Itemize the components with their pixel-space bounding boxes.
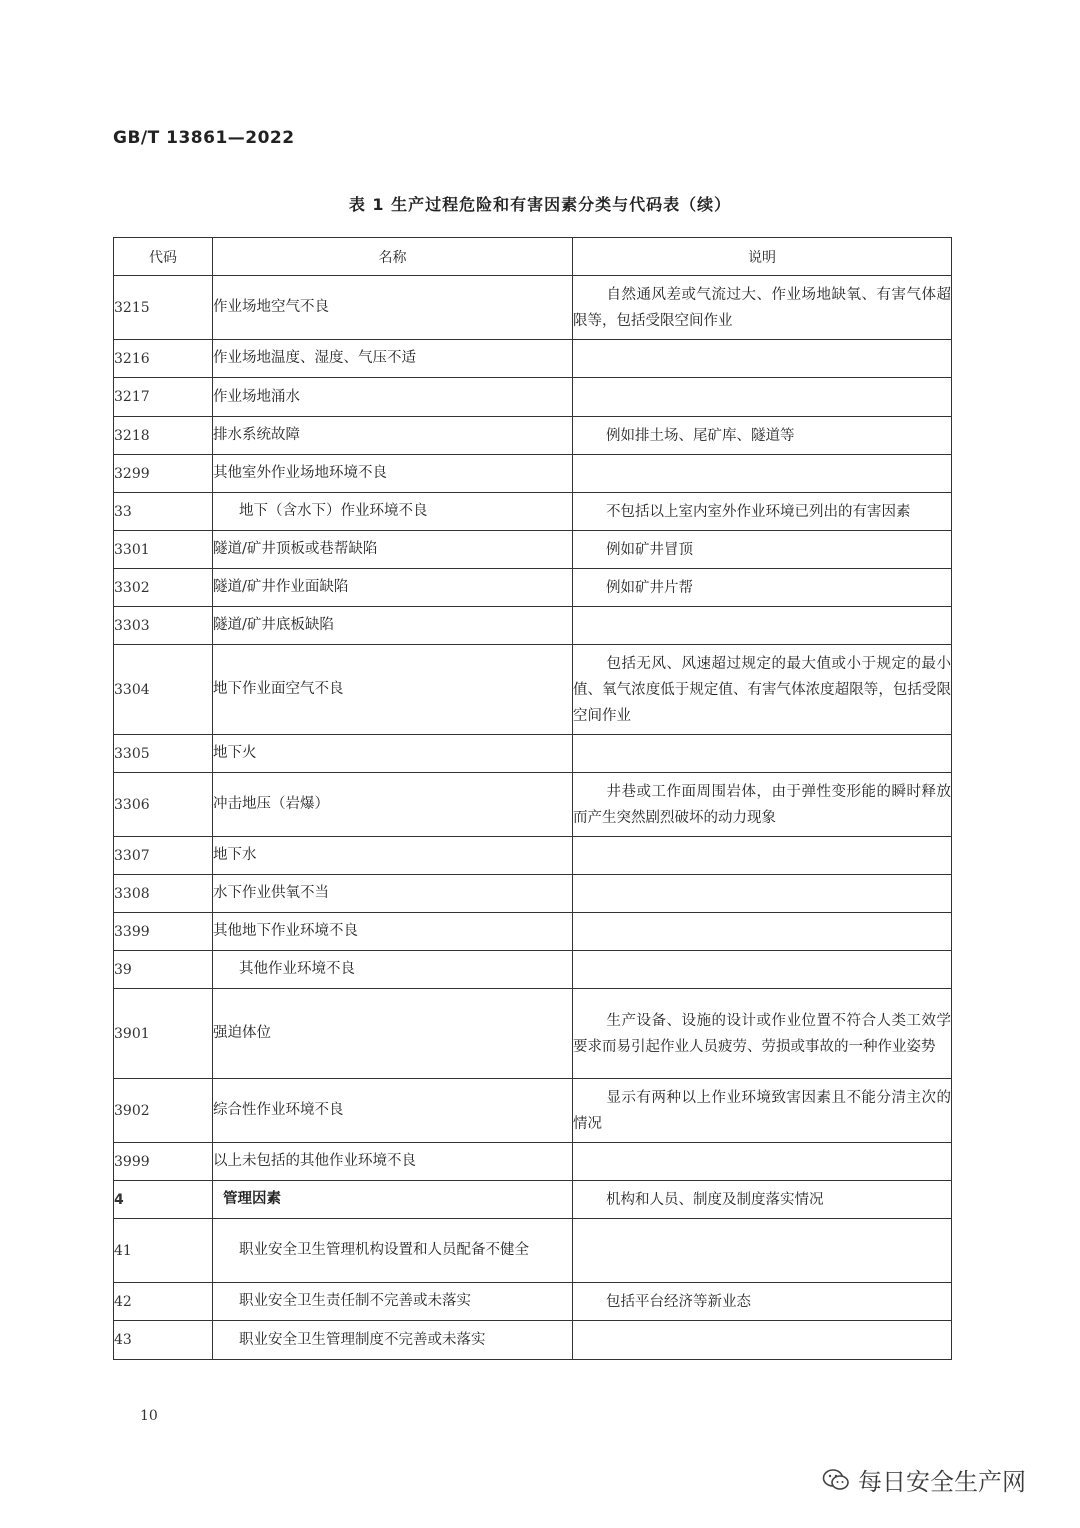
- row-description: [573, 875, 952, 913]
- row-name: 综合性作业环境不良: [213, 1079, 573, 1143]
- row-description-text: 例如排土场、尾矿库、隧道等: [606, 427, 795, 444]
- table-row: [114, 569, 952, 607]
- column-header-name: 名称: [213, 238, 573, 276]
- row-description-text: 不包括以上室内室外作业环境已列出的有害因素: [606, 503, 911, 520]
- row-description: [573, 837, 952, 875]
- row-description-text: 例如矿井片帮: [606, 579, 693, 596]
- row-code: 43: [114, 1321, 213, 1360]
- table-row: [114, 1219, 952, 1283]
- row-code: 3217: [114, 378, 213, 417]
- row-description: [573, 569, 952, 607]
- row-description: [573, 1181, 952, 1219]
- watermark-text: 每日安全生产网: [858, 1468, 1026, 1496]
- table-row: [114, 531, 952, 569]
- row-name: 职业安全卫生管理机构设置和人员配备不健全: [213, 1219, 573, 1283]
- table-row: [114, 989, 952, 1079]
- row-name: 隧道/矿井作业面缺陷: [213, 569, 573, 607]
- table-header-row: [114, 238, 952, 276]
- table-row: [114, 1181, 952, 1219]
- row-code: 3399: [114, 913, 213, 951]
- row-code: 3303: [114, 607, 213, 645]
- row-name: 作业场地涌水: [213, 378, 573, 417]
- row-description: [573, 1321, 952, 1360]
- row-code: 3304: [114, 645, 213, 735]
- row-name: 以上未包括的其他作业环境不良: [213, 1143, 573, 1181]
- row-code: 41: [114, 1219, 213, 1283]
- table-row: [114, 1283, 952, 1321]
- page-number: 10: [140, 1408, 158, 1424]
- row-code: 3306: [114, 773, 213, 837]
- row-name: 水下作业供氧不当: [213, 875, 573, 913]
- row-description-text: 包括无风、风速超过规定的最大值或小于规定的最小值、氧气浓度低于规定值、有害气体浓度超限等，包括受限空间作业: [573, 655, 951, 724]
- row-name: 其他室外作业场地环境不良: [213, 455, 573, 493]
- row-description: [573, 645, 952, 735]
- row-code: 3999: [114, 1143, 213, 1181]
- table-row: [114, 913, 952, 951]
- row-code: 3305: [114, 735, 213, 773]
- row-code: 3302: [114, 569, 213, 607]
- row-description: [573, 989, 952, 1079]
- table-row: [114, 378, 952, 417]
- table-row: [114, 837, 952, 875]
- row-code: 39: [114, 951, 213, 989]
- row-description-text: 自然通风差或气流过大、作业场地缺氧、有害气体超限等，包括受限空间作业: [573, 286, 951, 329]
- row-description: [573, 1079, 952, 1143]
- row-description-text: 包括平台经济等新业态: [606, 1293, 751, 1310]
- row-description: [573, 951, 952, 989]
- row-name: 其他作业环境不良: [213, 951, 573, 989]
- row-description: [573, 417, 952, 455]
- row-description-text: 生产设备、设施的设计或作业位置不符合人类工效学要求而易引起作业人员疲劳、劳损或事故的一种作业姿势: [573, 1012, 951, 1055]
- row-name: 作业场地空气不良: [213, 276, 573, 340]
- row-name: 地下水: [213, 837, 573, 875]
- table-row: [114, 1321, 952, 1360]
- column-header-description: 说明: [573, 238, 952, 276]
- row-description: [573, 1143, 952, 1181]
- table-row: [114, 735, 952, 773]
- row-code: 3307: [114, 837, 213, 875]
- row-name: 隧道/矿井底板缺陷: [213, 607, 573, 645]
- row-description-text: 机构和人员、制度及制度落实情况: [606, 1191, 824, 1208]
- row-name: 作业场地温度、湿度、气压不适: [213, 340, 573, 378]
- row-description: [573, 607, 952, 645]
- table-row: [114, 455, 952, 493]
- row-description: [573, 1219, 952, 1283]
- table-row: [114, 276, 952, 340]
- table-row: [114, 340, 952, 378]
- row-code: 42: [114, 1283, 213, 1321]
- row-code: 3216: [114, 340, 213, 378]
- row-code: 3218: [114, 417, 213, 455]
- watermark: [822, 1462, 1026, 1497]
- table-title: 表 1 生产过程危险和有害因素分类与代码表（续）: [348, 195, 732, 214]
- row-name: 冲击地压（岩爆）: [213, 773, 573, 837]
- row-description: [573, 735, 952, 773]
- row-name: 地下作业面空气不良: [213, 645, 573, 735]
- column-header-code: 代码: [114, 238, 213, 276]
- row-description: [573, 773, 952, 837]
- row-description: [573, 531, 952, 569]
- row-name: 职业安全卫生管理制度不完善或未落实: [213, 1321, 573, 1360]
- row-name: 隧道/矿井顶板或巷帮缺陷: [213, 531, 573, 569]
- row-name: 管理因素: [213, 1181, 573, 1219]
- row-name: 强迫体位: [213, 989, 573, 1079]
- row-description: [573, 340, 952, 378]
- row-code: 3902: [114, 1079, 213, 1143]
- table-row: [114, 773, 952, 837]
- row-description-text: 显示有两种以上作业环境致害因素且不能分清主次的情况: [573, 1089, 951, 1132]
- row-name: 地下（含水下）作业环境不良: [213, 493, 573, 531]
- row-description: [573, 493, 952, 531]
- row-description-text: 例如矿井冒顶: [606, 541, 693, 558]
- table-row: [114, 645, 952, 735]
- table-body: [114, 276, 952, 1360]
- table-row: [114, 493, 952, 531]
- table-row: [114, 951, 952, 989]
- row-description: [573, 455, 952, 493]
- row-name: 职业安全卫生责任制不完善或未落实: [213, 1283, 573, 1321]
- row-description: [573, 378, 952, 417]
- hazard-table: [113, 237, 952, 1360]
- row-description: [573, 1283, 952, 1321]
- row-name: 排水系统故障: [213, 417, 573, 455]
- row-description-text: 井巷或工作面周围岩体，由于弹性变形能的瞬时释放而产生突然剧烈破坏的动力现象: [573, 783, 951, 826]
- row-code: 33: [114, 493, 213, 531]
- row-code: 4: [114, 1181, 213, 1219]
- row-code: 3301: [114, 531, 213, 569]
- table-row: [114, 1079, 952, 1143]
- table-row: [114, 1143, 952, 1181]
- row-description: [573, 913, 952, 951]
- table-row: [114, 607, 952, 645]
- row-description: [573, 276, 952, 340]
- table-row: [114, 417, 952, 455]
- row-code: 3215: [114, 276, 213, 340]
- row-code: 3299: [114, 455, 213, 493]
- table-row: [114, 875, 952, 913]
- row-code: 3901: [114, 989, 213, 1079]
- standard-code: GB/T 13861—2022: [113, 128, 295, 148]
- row-name: 其他地下作业环境不良: [213, 913, 573, 951]
- row-name: 地下火: [213, 735, 573, 773]
- row-code: 3308: [114, 875, 213, 913]
- wechat-icon: [822, 1468, 850, 1492]
